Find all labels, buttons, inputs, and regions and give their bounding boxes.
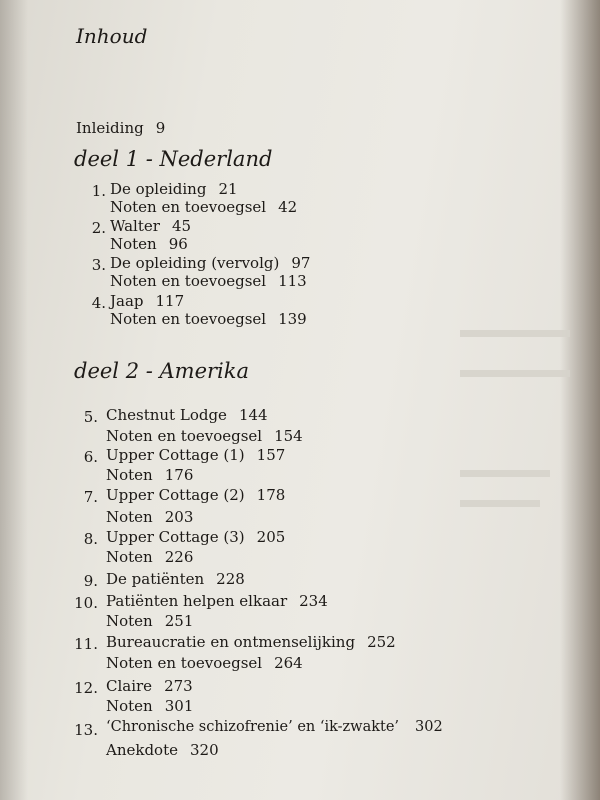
show-through-text	[460, 470, 550, 477]
toc-subentry	[110, 235, 188, 253]
toc-number: 12.	[74, 679, 98, 697]
toc-page: 228	[216, 570, 245, 588]
toc-page: 42	[278, 198, 298, 216]
toc-page: 9	[155, 119, 166, 137]
toc-number: 9.	[83, 572, 98, 590]
toc-entry	[110, 254, 310, 272]
toc-page: 144	[238, 406, 268, 424]
toc-subentry	[106, 654, 303, 672]
toc-page: 154	[274, 427, 303, 445]
toc-number: 5.	[83, 408, 98, 426]
toc-page: 251	[164, 612, 194, 630]
toc-subentry	[110, 198, 297, 216]
page-edge-shadow	[560, 0, 600, 800]
toc-page: 96	[168, 235, 188, 253]
toc-label: Noten en toevoegsel	[106, 654, 263, 672]
toc-subentry	[106, 508, 193, 526]
toc-page: 273	[164, 677, 193, 695]
toc-label: Patiënten helpen elkaar	[106, 592, 288, 610]
toc-label: Chestnut Lodge	[106, 406, 227, 424]
show-through-text	[460, 370, 570, 377]
toc-page: 21	[218, 180, 238, 198]
toc-label: Noten en toevoegsel	[110, 198, 267, 216]
toc-entry	[110, 292, 184, 310]
toc-number: 10.	[74, 594, 98, 612]
toc-page: 203	[164, 508, 194, 526]
toc-label: Noten	[106, 466, 153, 484]
toc-subentry	[106, 466, 193, 484]
toc-page: 301	[164, 697, 194, 715]
toc-page: 205	[256, 528, 286, 546]
toc-entry	[106, 406, 268, 424]
part-heading: deel 2 - Amerika	[74, 359, 250, 383]
toc-number: 6.	[83, 448, 98, 466]
toc-label: Upper Cottage (3)	[106, 528, 245, 546]
toc-label: Noten en toevoegsel	[110, 272, 267, 290]
toc-subentry	[106, 548, 193, 566]
toc-number: 2.	[91, 219, 106, 237]
toc-subentry	[106, 612, 193, 630]
toc-label: Jaap	[110, 292, 144, 310]
toc-subentry	[110, 310, 307, 328]
toc-label: Bureaucratie en ontmenselijking	[106, 633, 356, 651]
toc-number: 3.	[91, 256, 106, 274]
toc-label: De patiënten	[106, 570, 205, 588]
toc-entry	[110, 217, 191, 235]
toc-label: Noten	[106, 697, 153, 715]
toc-number: 11.	[74, 635, 98, 653]
toc-label: Noten	[110, 235, 157, 253]
toc-number: 13.	[74, 721, 98, 739]
toc-number: 4.	[91, 294, 106, 312]
toc-page: 97	[291, 254, 311, 272]
toc-label: Claire	[106, 677, 153, 695]
toc-label: Noten en toevoegsel	[110, 310, 267, 328]
toc-page: 113	[278, 272, 307, 290]
toc-page: 45	[171, 217, 192, 235]
toc-page: 264	[274, 654, 303, 672]
toc-label: Upper Cottage (2)	[106, 486, 245, 504]
toc-number: 8.	[83, 530, 98, 548]
toc-label: Noten en toevoegsel	[106, 427, 263, 445]
toc-page: 157	[256, 446, 286, 464]
toc-label: Noten	[106, 548, 153, 566]
toc-page: 320	[190, 741, 219, 759]
toc-page: 117	[155, 292, 185, 310]
toc-page: 139	[278, 310, 307, 328]
toc-subentry	[110, 272, 307, 290]
toc-entry	[106, 677, 193, 695]
toc-entry	[106, 592, 328, 610]
toc-label: Inleiding	[76, 119, 144, 137]
toc-entry	[106, 446, 285, 464]
toc-page: 226	[164, 548, 194, 566]
toc-entry	[106, 719, 443, 735]
toc-number: 7.	[83, 488, 98, 506]
toc-entry	[106, 570, 245, 588]
toc-page: 234	[299, 592, 328, 610]
toc-label: Walter	[110, 217, 160, 235]
show-through-text	[460, 500, 540, 507]
toc-page: 302	[415, 719, 443, 735]
toc-subentry	[106, 427, 303, 445]
show-through-text	[460, 330, 570, 337]
toc-label: ‘Chronische schizofrenie’ en ‘ik-zwakte’	[106, 719, 400, 735]
toc-page: 252	[367, 633, 396, 651]
part-heading: deel 1 - Nederland	[74, 147, 273, 171]
toc-page: 178	[256, 486, 286, 504]
toc-subentry	[106, 697, 193, 715]
toc-label: Anekdote	[106, 741, 178, 759]
toc-page: 176	[164, 466, 194, 484]
toc-label: Noten	[106, 612, 153, 630]
toc-entry-inleiding	[76, 119, 165, 137]
toc-subentry	[106, 741, 219, 759]
toc-entry	[110, 180, 238, 198]
toc-entry	[106, 633, 396, 651]
toc-label: Upper Cottage (1)	[106, 446, 245, 464]
toc-label: De opleiding (vervolg)	[110, 254, 280, 272]
toc-number: 1.	[91, 182, 106, 200]
page-title: Inhoud	[76, 24, 148, 48]
toc-label: Noten	[106, 508, 153, 526]
toc-label: De opleiding	[110, 180, 207, 198]
toc-entry	[106, 486, 285, 504]
toc-entry	[106, 528, 285, 546]
spine-shadow	[0, 0, 28, 800]
